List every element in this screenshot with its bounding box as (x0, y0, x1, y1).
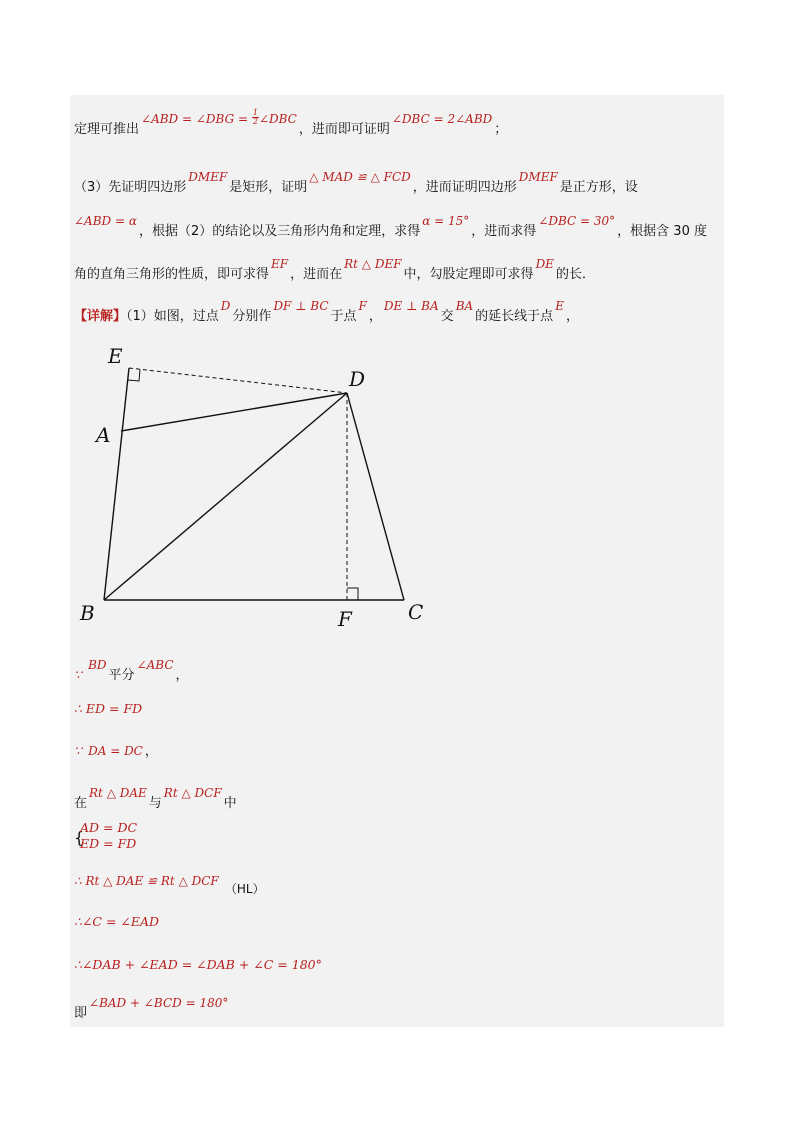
system-row: ED = FD (80, 836, 137, 851)
proof-line-6 (74, 872, 265, 896)
geometry-figure (74, 338, 434, 638)
text: （1）如图，过点 (126, 309, 219, 324)
proof-line-3 (74, 742, 158, 761)
proof-line-1 (74, 658, 189, 685)
math-expression: F (358, 299, 367, 313)
right-angle-mark-F (347, 588, 358, 600)
detail-tag: 【详解】 (74, 309, 127, 324)
text-line-5 (74, 299, 579, 326)
math-expression: Rt △ DCF (163, 786, 222, 800)
text: 分别作 (232, 309, 272, 324)
math-expression: ∠ABD = α (74, 214, 137, 228)
math-expression: DE ⊥ BA (383, 299, 439, 313)
text: ，根据（2）的结论以及三角形内角和定理，求得 (138, 224, 421, 239)
text: ； (494, 122, 508, 137)
math-expression: BD (88, 658, 107, 672)
text: ，进而在 (290, 267, 343, 282)
math-expression: ∴ Rt △ DAE ≌ Rt △ DCF (74, 874, 219, 888)
text: 是正方形，设 (559, 180, 638, 195)
segment-DC (347, 393, 404, 600)
segment-EB (104, 368, 129, 600)
text: 交 (440, 309, 454, 324)
math-expression: ∴∠DAB + ∠EAD = ∠DAB + ∠C = 180° (74, 957, 322, 972)
proof-line-2 (74, 700, 142, 719)
proof-line-9 (74, 996, 230, 1023)
text: 平分 (108, 668, 135, 683)
text-line-3 (74, 214, 707, 241)
segment-ED-dashed (129, 368, 347, 393)
text-line-1 (74, 108, 508, 139)
proof-line-8 (74, 956, 322, 975)
symbol: ∵ (74, 667, 82, 682)
text: ， (368, 309, 382, 324)
label-F: F (338, 607, 352, 631)
symbol: ∵ (74, 743, 82, 758)
proof-line-4 (74, 786, 237, 813)
text: （HL） (224, 882, 265, 896)
label-D: D (349, 367, 366, 391)
proof-line-7 (74, 913, 159, 932)
text: ，根据含 30 度 (617, 224, 707, 239)
fraction: $\frac{1}{2}$ (252, 108, 258, 126)
math-expression: E (555, 299, 564, 313)
text: 的延长线于点 (475, 309, 554, 324)
label-C: C (408, 600, 424, 624)
label-A: A (96, 423, 111, 447)
text-line-4 (74, 257, 595, 284)
text-line-2 (74, 170, 638, 197)
math-expression: D (220, 299, 231, 313)
math-expression: Rt △ DEF (344, 257, 402, 271)
text: 在 (74, 796, 88, 811)
math-expression: ∴∠C = ∠EAD (74, 914, 160, 929)
text: ， (565, 309, 579, 324)
math-expression: ∠DBC = 2∠ABD (391, 112, 493, 126)
text: ，进而证明四边形 (412, 180, 517, 195)
text: 即 (74, 1006, 88, 1021)
math-expression: ∴ ED = FD (74, 701, 143, 716)
text: ，进而求得 (471, 224, 537, 239)
math-expression: DF ⊥ BC (273, 299, 329, 313)
text: （3）先证明四边形 (74, 180, 187, 195)
math-expression: DA = DC (88, 744, 143, 758)
text: ， (144, 744, 158, 759)
text: 中 (223, 796, 237, 811)
math-expression: △ MAD ≌ △ FCD (309, 170, 411, 184)
label-E: E (108, 344, 123, 368)
math-expression: ∠ABC (136, 658, 174, 672)
text: ，进而即可证明 (298, 122, 390, 137)
math-expression: DMEF (518, 170, 558, 184)
segment-BD (104, 393, 347, 600)
text: 的长． (555, 267, 595, 282)
right-angle-mark-E (128, 370, 140, 382)
math-expression: Rt △ DAE (89, 786, 147, 800)
text: 中，勾股定理即可求得 (403, 267, 534, 282)
text: 定理可推出 (74, 122, 140, 137)
brace: { (74, 828, 85, 847)
math-expression: ∠ABD = ∠DBG = $\frac{1}{2}$ ∠DBC (141, 108, 297, 126)
math-expression: DE (535, 257, 554, 271)
math-expression: α = 15° (422, 214, 470, 228)
math-expression: EF (271, 257, 289, 271)
label-B: B (80, 601, 95, 625)
segment-AD (121, 393, 347, 431)
math-expression: ∠BAD + ∠BCD = 180° (89, 996, 229, 1010)
text: ， (175, 668, 189, 683)
text: 与 (148, 796, 162, 811)
math-expression: DMEF (188, 170, 228, 184)
text: 于点 (330, 309, 357, 324)
math-expression: ∠DBC = 30° (538, 214, 616, 228)
math-expression: BA (455, 299, 474, 313)
system-row: AD = DC (80, 820, 138, 835)
text: 是矩形，证明 (229, 180, 308, 195)
text: 角的直角三角形的性质，即可求得 (74, 267, 270, 282)
